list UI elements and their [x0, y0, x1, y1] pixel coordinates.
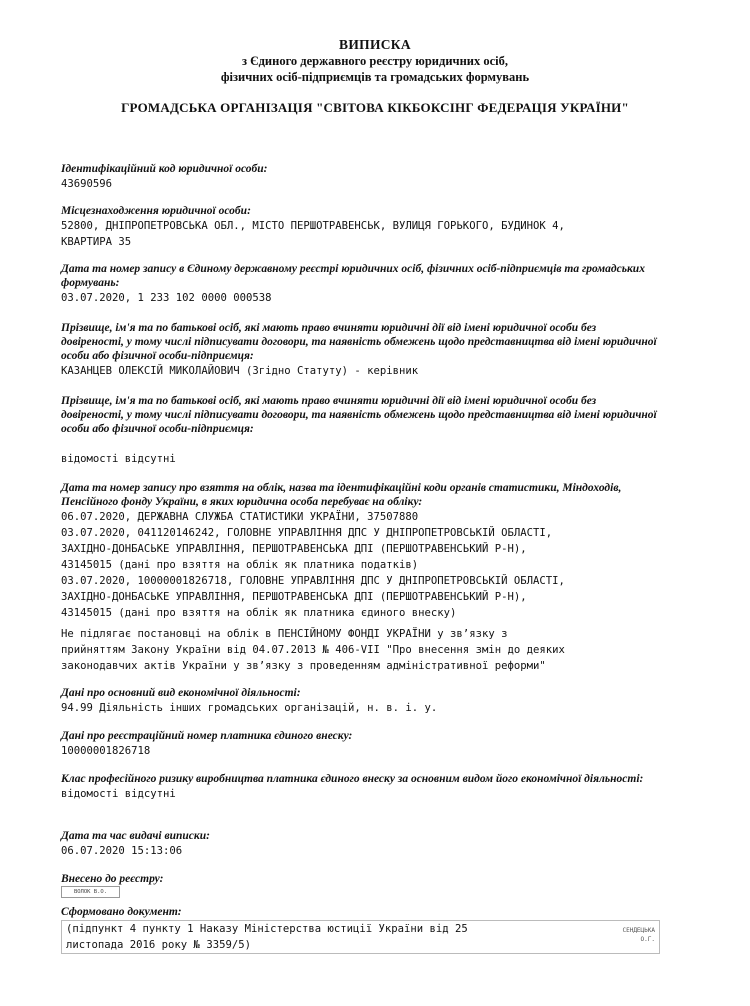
document-subtitle-line1: з Єдиного державного реєстру юридичних осіб,	[241, 54, 509, 68]
section-representatives-restrictions	[61, 394, 661, 436]
section-registration	[61, 262, 661, 306]
organization-name: ГРОМАДСЬКА ОРГАНІЗАЦІЯ "СВІТОВА КІКБОКСІНГ ФЕДЕРАЦІЯ УКРАЇНИ"	[121, 100, 629, 115]
section-activity	[61, 686, 661, 716]
registrar-stamp: ВОЛОК В.О.	[61, 886, 120, 898]
registration-value: 03.07.2020, 1 233 102 0000 000538	[61, 292, 272, 304]
section-accounting	[61, 481, 661, 621]
location-label: Місцезнаходження юридичної особи:	[61, 205, 251, 217]
pension-note-value: Не підлягає постановці на облік в ПЕНСІЙНОМУ ФОНДІ УКРАЇНИ у зв’язку з прийняттям Закону України від 04.07.2013 № 406-VII "Про внесення змін до деяких законодавчих актів України у зв’язку з проведенням адміністративної реформи"	[61, 628, 565, 672]
section-representatives-restrictions-value	[61, 451, 661, 467]
issue-date-value: 06.07.2020 15:13:06	[61, 845, 183, 857]
registry-entry-label: Внесено до реєстру:	[61, 873, 164, 885]
section-representatives	[61, 321, 661, 379]
representatives-label: Прізвище, ім'я та по батькові осіб, які мають право вчиняти юридичні дії від імені юридичної особи без довіреності, у тому числі підписувати договори, та наявність обмежень щодо представництва від імені юридичної особи або фізичної особи-підприємця:	[61, 322, 657, 362]
risk-class-label: Клас професійного ризику виробництва платника єдиного внеску за основним видом його економічної діяльності:	[61, 773, 644, 785]
formed-label: Сформовано документ:	[61, 906, 182, 918]
registration-label: Дата та номер запису в Єдиному державному реєстрі юридичних осіб, фізичних осіб-підприємців та громадських формувань:	[61, 263, 645, 289]
document-title: ВИПИСКА	[339, 37, 411, 52]
section-registry-entry	[61, 872, 661, 886]
risk-class-value: відомості відсутні	[61, 788, 176, 800]
activity-value: 94.99 Діяльність інших громадських організацій, н. в. і. у.	[61, 702, 438, 714]
section-risk-class	[61, 772, 661, 802]
payer-number-value: 10000001826718	[61, 745, 151, 757]
formed-value: (підпункт 4 пункту 1 Наказу Міністерства юстиції України від 25 листопада 2016 року № 3359/5)	[66, 923, 468, 951]
id-code-value: 43690596	[61, 178, 113, 190]
issue-date-label: Дата та час видачі виписки:	[61, 830, 210, 842]
representatives-restrictions-label: Прізвище, ім'я та по батькові осіб, які мають право вчиняти юридичні дії від імені юридичної особи без довіреності, у тому числі підписувати договори, та наявність обмежень щодо представництва від імені юридичної особи або фізичної особи-підприємця:	[61, 395, 657, 435]
section-formed	[61, 905, 661, 919]
section-issue-date	[61, 829, 661, 859]
document-subtitle-line2: фізичних осіб-підприємців та громадських формувань	[220, 70, 530, 84]
signature-line1: СЕНДЕЦЬКА	[622, 927, 655, 934]
section-location	[61, 204, 661, 250]
id-code-label: Ідентифікаційний код юридичної особи:	[61, 163, 268, 175]
accounting-value: 06.07.2020, ДЕРЖАВНА СЛУЖБА СТАТИСТИКИ УКРАЇНИ, 37507880 03.07.2020, 041120146242, ГОЛОВНЕ УПРАВЛІННЯ ДПС У ДНІПРОПЕТРОВСЬКІЙ ОБЛАСТІ, ЗАХІДНО-ДОНБАСЬКЕ УПРАВЛІННЯ, ПЕРШОТРАВЕНСЬКА ДПІ (ПЕРШОТРАВЕНСЬКИЙ Р-Н), 43145015 (дані про взяття на облік як платника податків) 03.07.2020, 10000001826718, ГОЛОВНЕ УПРАВЛІННЯ ДПС У ДНІПРОПЕТРОВСЬКІЙ ОБЛАСТІ, ЗАХІДНО-ДОНБАСЬКЕ УПРАВЛІННЯ, ПЕРШОТРАВЕНСЬКА ДПІ (ПЕРШОТРАВЕНСЬКИЙ Р-Н), 43145015 (дані про взяття на облік як платника єдиного внеску)	[61, 511, 565, 619]
signature-block	[615, 926, 655, 944]
formed-document-box	[61, 920, 660, 954]
activity-label: Дані про основний вид економічної діяльності:	[61, 687, 301, 699]
section-pension-note	[61, 626, 661, 674]
section-id-code	[61, 162, 661, 192]
payer-number-label: Дані про реєстраційний номер платника єдиного внеску:	[61, 730, 353, 742]
representatives-value: КАЗАНЦЕВ ОЛЕКСІЙ МИКОЛАЙОВИЧ (Згідно Статуту) - керівник	[61, 365, 419, 377]
signature-line2: О.Г.	[640, 936, 655, 943]
section-payer-number	[61, 729, 661, 759]
location-value: 52800, ДНІПРОПЕТРОВСЬКА ОБЛ., МІСТО ПЕРШОТРАВЕНСЬК, ВУЛИЦЯ ГОРЬКОГО, БУДИНОК 4, КВАРТИРА 35	[61, 220, 565, 248]
accounting-label: Дата та номер запису про взяття на облік, назва та ідентифікаційні коди органів статистики, Міндоходів, Пенсійного фонду України, в яких юридична особа перебуває на обліку:	[61, 482, 622, 508]
representatives-restrictions-value: відомості відсутні	[61, 453, 176, 465]
